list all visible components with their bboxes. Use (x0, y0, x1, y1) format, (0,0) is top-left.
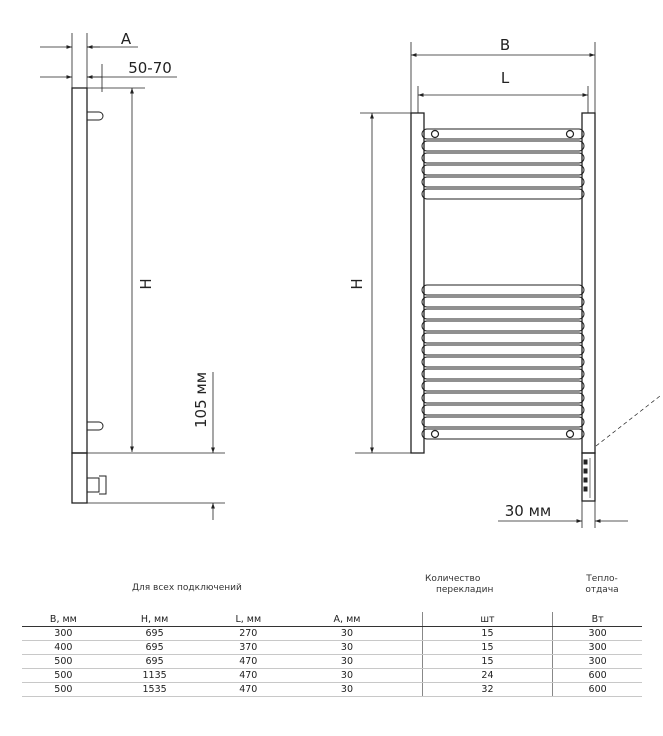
front-view (355, 42, 660, 528)
table-cell: 300 (553, 641, 642, 655)
table-cell: 600 (553, 669, 642, 683)
table-header-row (22, 612, 642, 627)
col-header: L, мм (204, 612, 292, 627)
table-cell: 30 (292, 655, 402, 669)
dashed-leader (596, 396, 660, 446)
table-row (22, 683, 642, 697)
table-cell: 600 (553, 683, 642, 697)
col-header: шт (422, 612, 553, 627)
table-cell: 470 (204, 669, 292, 683)
table-cell: 270 (204, 627, 292, 641)
table-cell: 1535 (105, 683, 205, 697)
dim-l-label: L (500, 69, 510, 87)
table-cell: 500 (22, 655, 105, 669)
side-connection-block (72, 453, 87, 503)
table-cell: 15 (422, 655, 553, 669)
table-row (22, 655, 642, 669)
table-cell: 32 (422, 683, 553, 697)
table-cell: 695 (105, 641, 205, 655)
dim-h-front-label: H (348, 278, 366, 290)
table-row (22, 669, 642, 683)
table-cell: 15 (422, 641, 553, 655)
table-cell: 500 (22, 669, 105, 683)
dim-offset-label: 30 мм (504, 502, 552, 520)
col-header: B, мм (22, 612, 105, 627)
dim-connection-label: 105 мм (192, 371, 210, 429)
table-heat-header-line2: отдача (585, 585, 619, 595)
table-heat-header (572, 574, 632, 596)
specs-table (22, 612, 642, 697)
table-cell: 30 (292, 669, 402, 683)
table-rungs-header-line2: перекладин (436, 585, 494, 595)
table-cell: 300 (553, 627, 642, 641)
table-cell: 1135 (105, 669, 205, 683)
side-valve (87, 478, 99, 492)
table-cell: 470 (204, 683, 292, 697)
table-row (22, 641, 642, 655)
table-cell: 370 (204, 641, 292, 655)
table-cell: 695 (105, 627, 205, 641)
table-cell: 300 (553, 655, 642, 669)
table-group-header: Для всех подключений (132, 583, 242, 593)
table-cell: 15 (422, 627, 553, 641)
table-cell: 400 (22, 641, 105, 655)
dim-a-label: A (120, 30, 132, 48)
rungs-bottom-group (422, 285, 584, 439)
table-rungs-header-line1: Количество (425, 574, 481, 584)
table-heat-header-line1: Тепло- (586, 574, 618, 584)
side-rail-body (72, 88, 87, 453)
table-cell: 300 (22, 627, 105, 641)
col-header: A, мм (292, 612, 402, 627)
table-cell: 24 (422, 669, 553, 683)
front-left-post (411, 113, 424, 453)
front-right-post (582, 113, 595, 453)
table-rungs-header (418, 574, 518, 596)
dim-spacing-label: 50-70 (128, 59, 172, 77)
rungs-top-group (422, 129, 584, 199)
table-cell: 500 (22, 683, 105, 697)
table-cell: 695 (105, 655, 205, 669)
side-view (40, 33, 225, 520)
dim-h-side-label: H (137, 278, 155, 290)
table-cell: 30 (292, 641, 402, 655)
table-cell: 470 (204, 655, 292, 669)
col-header: H, мм (105, 612, 205, 627)
table-row (22, 627, 642, 641)
table-cell: 30 (292, 683, 402, 697)
dim-b-label: B (499, 36, 511, 54)
table-cell: 30 (292, 627, 402, 641)
col-header: Вт (553, 612, 642, 627)
